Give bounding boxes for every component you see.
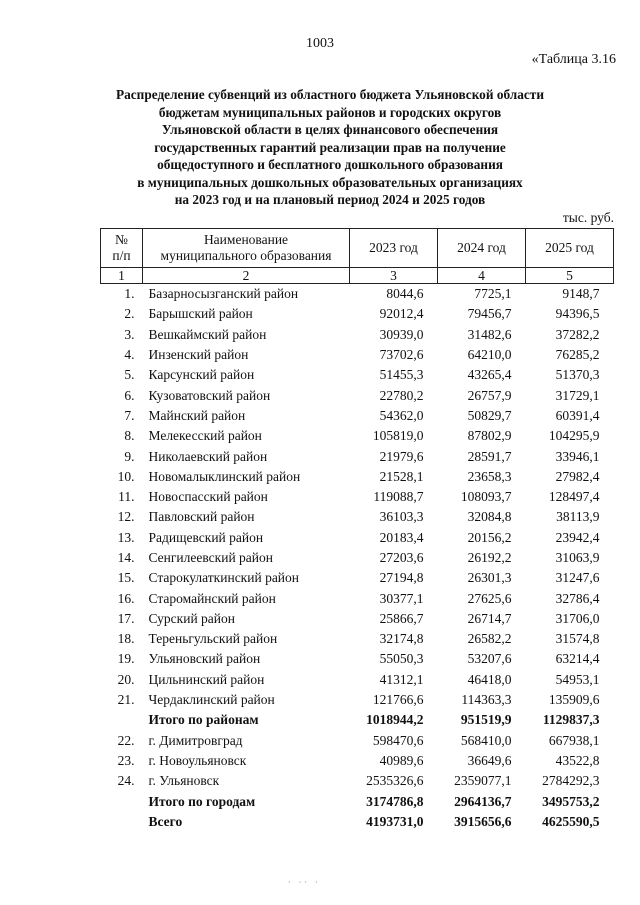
header-number [101, 229, 143, 268]
row-value-2025: 1129837,3 [542, 712, 600, 728]
row-name: г. Новоульяновск [148, 752, 247, 768]
table-row [101, 690, 614, 710]
column-index-cell: 4 [438, 268, 526, 284]
row-value-2025: 2784292,3 [542, 773, 600, 789]
units-label: тыс. руб. [562, 210, 614, 225]
row-number: 24. [117, 773, 135, 789]
table-row [101, 446, 614, 466]
row-value-2025: 31706,0 [555, 610, 600, 626]
scan-specks: · ·· · [288, 878, 321, 887]
row-value-2025: 667938,1 [548, 732, 600, 748]
row-number [101, 812, 143, 832]
row-number: 18. [117, 631, 135, 647]
title-line: бюджетам муниципальных районов и городских округов [158, 104, 502, 120]
row-value-2025: 23942,4 [555, 529, 600, 545]
document-title [60, 86, 600, 209]
row-value-2025: 63214,4 [555, 651, 600, 667]
row-value-2024: 108093,7 [460, 489, 512, 505]
row-value-2024: 3915656,6 [454, 813, 512, 829]
row-value-2025: 31247,6 [555, 570, 600, 586]
table-total-row [101, 710, 614, 730]
row-value-2024: 28591,7 [467, 448, 512, 464]
row-value-2025: 38113,9 [556, 509, 600, 525]
row-value-2024: 2359077,1 [454, 773, 512, 789]
row-value-2024: 26301,3 [467, 570, 512, 586]
row-value-2024: 26714,7 [467, 610, 512, 626]
row-name: Майнский район [148, 407, 246, 423]
row-value-2023: 32174,8 [379, 631, 424, 647]
row-value-2024: 87802,9 [467, 428, 512, 444]
row-value-2024: 46418,0 [467, 671, 512, 687]
row-name: Цильнинский район [148, 671, 265, 687]
row-value-2023: 27203,6 [379, 550, 424, 565]
row-number: 10. [117, 468, 135, 484]
row-name: Базарносызганский район [148, 286, 299, 302]
row-number: 13. [117, 529, 135, 545]
row-value-2023: 119088,7 [373, 489, 424, 505]
row-value-2025: 76285,2 [555, 347, 600, 363]
row-value-2024: 20156,2 [467, 529, 512, 545]
row-number: 23. [117, 752, 135, 768]
table-row [101, 649, 614, 669]
header-2024: 2024 год [438, 229, 526, 268]
table-row [101, 325, 614, 345]
row-number [101, 710, 143, 730]
table-total-row [101, 791, 614, 811]
table-row [101, 487, 614, 507]
row-value-2025: 104295,9 [548, 428, 600, 444]
row-value-2024: 568410,0 [460, 732, 512, 748]
table-row [101, 670, 614, 690]
column-index-cell: 5 [526, 268, 614, 284]
row-number: 14. [117, 550, 135, 565]
header-number-line1: № [115, 232, 128, 247]
table-row [101, 528, 614, 548]
table-header-row [101, 229, 614, 268]
table-row [101, 548, 614, 568]
row-value-2023: 40989,6 [379, 752, 424, 768]
table-row [101, 304, 614, 324]
row-name: Новомалыклинский район [148, 468, 301, 484]
row-value-2023: 73702,6 [379, 347, 424, 363]
row-number: 11. [118, 489, 135, 505]
row-value-2024: 2964136,7 [454, 793, 512, 809]
row-name: Радищевский район [148, 529, 264, 545]
row-number: 15. [117, 570, 135, 586]
row-value-2025: 54953,1 [555, 671, 600, 687]
title-line: Ульяновской области в целях финансового обеспечения [161, 122, 499, 137]
row-value-2025: 94396,5 [555, 306, 600, 322]
row-value-2024: 53207,6 [467, 651, 512, 667]
row-number: 9. [124, 448, 135, 464]
row-value-2023: 121766,6 [372, 692, 424, 708]
row-name: Ульяновский район [148, 651, 261, 667]
row-value-2023: 1018944,2 [366, 712, 424, 728]
row-value-2023: 54362,0 [379, 407, 424, 423]
row-number: 8. [124, 428, 135, 444]
row-value-2024: 951519,9 [460, 712, 512, 728]
row-value-2024: 26192,2 [467, 550, 512, 565]
header-number-line2: п/п [112, 248, 131, 263]
row-name: Сурский район [148, 610, 235, 626]
row-name: Итого по районам [148, 712, 259, 728]
column-index-cell: 3 [350, 268, 438, 284]
title-line: общедоступного и бесплатного дошкольного образования [157, 157, 503, 172]
row-name: Карсунский район [148, 367, 255, 383]
row-number: 16. [117, 590, 135, 606]
row-number: 3. [124, 326, 135, 342]
row-value-2025: 32786,4 [555, 590, 600, 606]
table-row [101, 609, 614, 629]
table-body [101, 284, 614, 833]
row-name: г. Ульяновск [148, 773, 220, 789]
row-number: 5. [124, 367, 135, 383]
row-name: Старокулаткинский район [148, 570, 300, 586]
row-number: 12. [117, 509, 135, 525]
title-line: в муниципальных дошкольных образовательных организациях [137, 174, 523, 190]
row-number: 20. [117, 671, 135, 687]
row-value-2023: 27194,8 [379, 570, 424, 586]
header-name-line1: Наименование [203, 232, 289, 247]
column-index-cell: 1 [101, 268, 143, 284]
subsidy-table [100, 228, 614, 832]
row-value-2025: 27982,4 [555, 468, 600, 484]
row-number: 4. [124, 347, 135, 363]
row-value-2023: 55050,3 [379, 651, 424, 667]
row-name: Инзенский район [148, 347, 249, 363]
row-number: 6. [124, 387, 135, 403]
table-row [101, 426, 614, 446]
table-row [101, 467, 614, 487]
row-value-2025: 4625590,5 [542, 813, 600, 829]
row-value-2023: 36103,3 [379, 509, 424, 525]
row-number: 19. [117, 651, 135, 667]
row-value-2024: 26582,2 [467, 631, 512, 647]
row-value-2025: 9148,7 [562, 286, 600, 302]
row-value-2025: 60391,4 [555, 407, 600, 423]
row-number: 2. [124, 306, 135, 322]
row-value-2025: 128497,4 [548, 489, 600, 505]
row-number: 17. [117, 610, 135, 626]
table-row [101, 406, 614, 426]
row-value-2024: 7725,1 [474, 286, 512, 302]
table-row [101, 588, 614, 608]
header-name [143, 229, 350, 268]
column-index-cell: 2 [143, 268, 350, 284]
header-name-line2: муниципального образования [160, 248, 332, 263]
row-value-2023: 30377,1 [379, 590, 424, 606]
row-value-2023: 20183,4 [379, 529, 424, 545]
row-value-2025: 31574,8 [555, 631, 600, 647]
table-row [101, 568, 614, 588]
row-name: Вешкаймский район [148, 326, 267, 342]
row-value-2023: 25866,7 [379, 610, 424, 626]
row-value-2023: 8044,6 [386, 286, 424, 302]
row-number: 22. [117, 732, 135, 748]
row-value-2025: 3495753,2 [542, 793, 600, 809]
row-number: 1. [124, 286, 135, 302]
row-value-2024: 43265,4 [467, 367, 512, 383]
row-number: 21. [117, 692, 135, 708]
column-index-row [101, 268, 614, 284]
table-row [101, 507, 614, 527]
table-total-row [101, 812, 614, 832]
row-name: Павловский район [148, 509, 255, 525]
row-value-2024: 114363,3 [461, 692, 512, 708]
row-value-2025: 31063,9 [555, 550, 600, 565]
row-value-2024: 50829,7 [467, 407, 512, 423]
row-value-2024: 32084,8 [467, 509, 512, 525]
row-name: Старомайнский район [148, 590, 276, 606]
row-value-2024: 64210,0 [467, 347, 512, 363]
row-value-2023: 41312,1 [379, 671, 424, 687]
row-value-2023: 22780,2 [379, 387, 424, 403]
row-name: Тереньгульский район [148, 631, 278, 647]
row-value-2025: 135909,6 [548, 692, 600, 708]
row-value-2023: 4193731,0 [366, 813, 424, 829]
row-name: Чердаклинский район [148, 692, 275, 708]
row-value-2024: 26757,9 [467, 387, 512, 403]
row-name: Мелекесский район [148, 428, 262, 444]
row-value-2024: 79456,7 [467, 306, 512, 322]
header-2025: 2025 год [526, 229, 614, 268]
row-value-2023: 3174786,8 [366, 793, 424, 809]
table-row [101, 771, 614, 791]
row-value-2024: 27625,6 [467, 590, 512, 606]
table-row [101, 629, 614, 649]
table-row [101, 751, 614, 771]
row-name: г. Димитровград [148, 732, 243, 748]
table-reference: «Таблица 3.16 [531, 52, 616, 67]
row-value-2023: 21979,6 [379, 448, 424, 464]
row-value-2025: 33946,1 [555, 448, 600, 464]
header-2023: 2023 год [350, 229, 438, 268]
row-value-2023: 21528,1 [379, 468, 424, 484]
row-value-2023: 2535326,6 [366, 773, 424, 789]
row-value-2024: 23658,3 [467, 468, 512, 484]
table-row [101, 385, 614, 405]
row-name: Итого по городам [148, 793, 256, 809]
row-value-2025: 43522,8 [555, 752, 600, 768]
table-row [101, 731, 614, 751]
row-value-2023: 92012,4 [379, 306, 424, 322]
row-name: Николаевский район [148, 448, 268, 464]
row-value-2023: 30939,0 [379, 326, 424, 342]
table-row [101, 345, 614, 365]
title-line: государственных гарантий реализации прав на получение [154, 139, 506, 155]
row-name: Барышский район [148, 306, 253, 322]
table-row [101, 284, 614, 305]
row-value-2023: 105819,0 [372, 428, 424, 444]
row-value-2024: 31482,6 [467, 326, 512, 342]
title-line: на 2023 год и на плановый период 2024 и 2025 годов [174, 192, 486, 207]
row-value-2025: 37282,2 [555, 326, 600, 342]
row-name: Всего [148, 813, 183, 829]
row-name: Новоспасский район [148, 489, 268, 505]
row-value-2024: 36649,6 [467, 752, 512, 768]
row-value-2023: 51455,3 [379, 367, 424, 383]
row-number: 7. [124, 407, 135, 423]
row-name: Сенгилеевский район [148, 550, 273, 565]
table-row [101, 365, 614, 385]
row-name: Кузоватовский район [148, 387, 271, 403]
row-value-2025: 51370,3 [555, 367, 600, 383]
row-number [101, 791, 143, 811]
page-number: 1003 [306, 36, 334, 51]
title-line: Распределение субвенций из областного бюджета Ульяновской области [116, 87, 544, 102]
row-value-2023: 598470,6 [372, 732, 424, 748]
row-value-2025: 31729,1 [555, 387, 600, 403]
